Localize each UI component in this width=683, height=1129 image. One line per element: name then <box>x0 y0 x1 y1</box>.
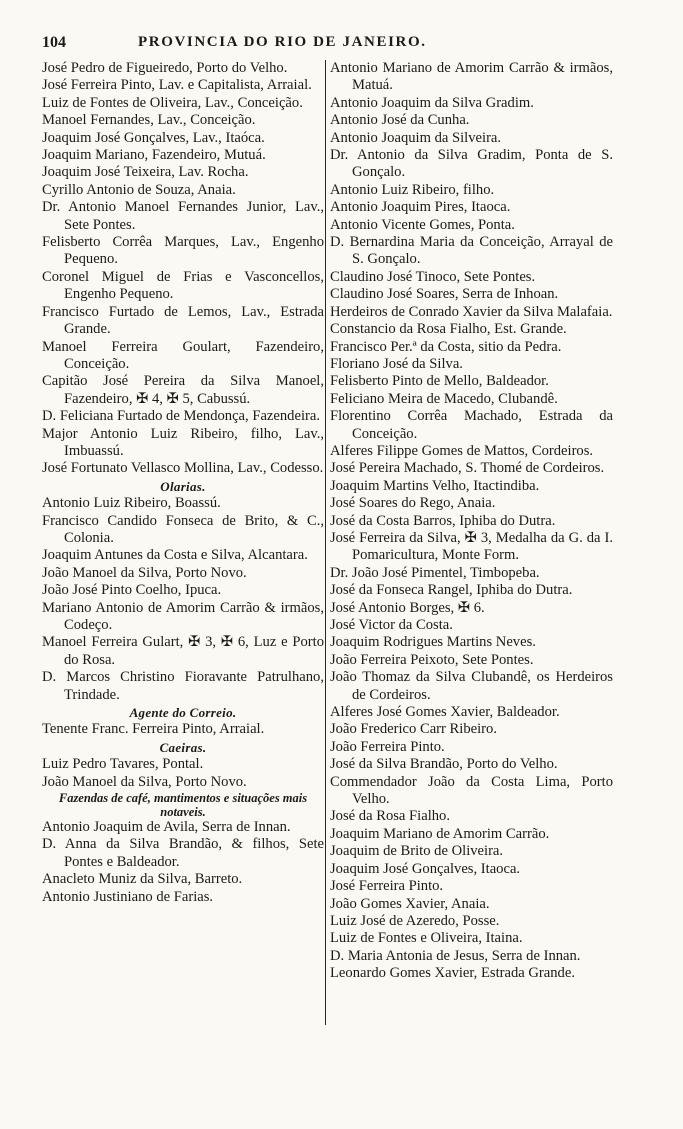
directory-entry: Luiz de Fontes de Oliveira, Lav., Conceição. <box>42 94 303 111</box>
column-divider <box>325 60 326 1025</box>
directory-entry: Joaquim José Teixeira, Lav. Rocha. <box>42 164 249 181</box>
directory-entry: Joaquim José Gonçalves, Lav., Itaóca. <box>42 129 265 146</box>
directory-entry: João José Pinto Coelho, Ipuca. <box>42 582 222 599</box>
directory-entry: Antonio Mariano de Amorim Carrão & irmãos, Matuá. <box>330 60 613 94</box>
directory-entry: Floriano José da Silva. <box>330 355 463 372</box>
directory-entry: D. Feliciana Furtado de Mendonça, Fazendeira. <box>42 408 320 425</box>
right-column <box>330 60 613 983</box>
directory-entry: José Victor da Costa. <box>330 617 453 633</box>
directory-entry: Antonio Luiz Ribeiro, Boassú. <box>42 495 221 512</box>
directory-entry: Dr. Antonio Manoel Fernandes Junior, Lav., Sete Pontes. <box>42 199 324 233</box>
directory-entry: Joaquim José Gonçalves, Itaoca. <box>330 860 521 877</box>
directory-entry: Claudino José Tinoco, Sete Pontes. <box>330 268 536 285</box>
directory-entry: Joaquim Antunes da Costa e Silva, Alcantara. <box>42 547 308 564</box>
directory-entry: D. Bernardina Maria da Conceição, Arrayal de S. Gonçalo. <box>330 234 613 268</box>
directory-entry: José Antonio Borges, ✠ 6. <box>330 599 485 616</box>
directory-entry: Luiz José de Azeredo, Posse. <box>330 912 500 929</box>
directory-entry: Joaquim de Brito de Oliveira. <box>330 843 504 860</box>
directory-entry: Feliciano Meira de Macedo, Clubandê. <box>330 390 558 407</box>
directory-entry: José Pereira Machado, S. Thomé de Cordeiros. <box>330 460 605 477</box>
directory-entry: Dr. Antonio da Silva Gradim, Ponta de S. Gonçalo. <box>330 147 613 181</box>
directory-entry: Antonio Joaquim da Silva Gradim. <box>330 94 534 111</box>
directory-entry: José Ferreira Pinto, Lav. e Capitalista, Arraial. <box>42 77 312 94</box>
directory-entry: João Gomes Xavier, Anaia. <box>330 895 490 912</box>
directory-entry: D. Anna da Silva Brandão, & filhos, Sete Pontes e Baldeador. <box>42 836 324 870</box>
directory-entry: Francisco Candido Fonseca de Brito, & C., Colonia. <box>42 512 324 546</box>
section-heading: Fazendas de café, mantimentos e situações mais notaveis. <box>58 791 308 820</box>
directory-entry: Felisberto Corrêa Marques, Lav., Engenho Pequeno. <box>42 234 324 268</box>
directory-entry: Antonio Joaquim da Silveira. <box>330 129 502 146</box>
directory-entry: Antonio Joaquim Pires, Itaoca. <box>330 199 511 216</box>
directory-entry: Antonio Joaquim de Avila, Serra de Innan. <box>42 819 291 836</box>
directory-entry: Francisco Furtado de Lemos, Lav., Estrada Grande. <box>42 303 324 338</box>
directory-entry: José Ferreira da Silva, ✠ 3, Medalha da G. da I. Pomaricultura, Monte Form. <box>330 529 613 564</box>
directory-entry: Cyrillo Antonio de Souza, Anaia. <box>42 181 236 198</box>
directory-entry: Luiz de Fontes e Oliveira, Itaina. <box>330 930 523 947</box>
directory-entry: Capitão José Pereira da Silva Manoel, Fazendeiro, ✠ 4, ✠ 5, Cabussú. <box>42 373 324 407</box>
directory-entry: João Ferreira Peixoto, Sete Pontes. <box>330 651 534 668</box>
directory-entry: Francisco Per.ª da Costa, sitio da Pedra. <box>330 338 562 355</box>
directory-entry: Luiz Pedro Tavares, Pontal. <box>42 756 204 773</box>
directory-entry: Mariano Antonio de Amorim Carrão & irmãos, Codeço. <box>42 599 324 633</box>
directory-entry: Florentino Corrêa Machado, Estrada da Conceição. <box>330 408 613 442</box>
directory-entry: João Ferreira Pinto. <box>330 738 445 755</box>
directory-entry: José Soares do Rego, Anaia. <box>330 495 496 512</box>
directory-entry: João Manoel da Silva, Porto Novo. <box>42 773 247 790</box>
directory-entry: Manoel Ferreira Gulart, ✠ 3, ✠ 6, Luz e Porto do Rosa. <box>42 634 324 668</box>
directory-entry: Antonio José da Cunha. <box>330 112 470 129</box>
directory-entry: Herdeiros de Conrado Xavier da Silva Malafaia. <box>330 303 613 320</box>
section-heading: Agente do Correio. <box>129 705 237 721</box>
directory-entry: Coronel Miguel de Frias e Vasconcellos, Engenho Pequeno. <box>42 268 324 303</box>
page-number: 104 <box>42 34 66 51</box>
directory-entry: José da Costa Barros, Iphiba do Dutra. <box>330 512 556 529</box>
directory-entry: Antonio Vicente Gomes, Ponta. <box>330 216 515 233</box>
directory-entry: Alferes José Gomes Xavier, Baldeador. <box>330 704 560 721</box>
directory-entry: Joaquim Rodrigues Martins Neves. <box>330 634 536 651</box>
directory-entry: Dr. João José Pimentel, Timbopeba. <box>330 564 540 581</box>
section-heading: Olarias. <box>160 478 206 494</box>
directory-entry: Joaquim Mariano, Fazendeiro, Mutuá. <box>42 147 266 164</box>
directory-entry: Claudino José Soares, Serra de Inhoan. <box>330 286 559 303</box>
directory-entry: José Ferreira Pinto. <box>330 878 444 895</box>
section-heading: Caeiras. <box>159 739 207 755</box>
directory-entry: Antonio Justiniano de Farias. <box>42 888 214 905</box>
running-title: PROVINCIA DO RIO DE JANEIRO. <box>138 34 427 50</box>
directory-entry: Antonio Luiz Ribeiro, filho. <box>330 181 495 198</box>
directory-entry: Joaquim Martins Velho, Itactindiba. <box>330 477 540 494</box>
directory-entry: D. Maria Antonia de Jesus, Serra de Innan. <box>330 947 581 964</box>
directory-entry: Felisberto Pinto de Mello, Baldeador. <box>330 373 549 390</box>
left-column <box>42 60 324 906</box>
directory-entry: Alferes Filippe Gomes de Mattos, Cordeiros. <box>330 442 594 459</box>
directory-entry: Commendador João da Costa Lima, Porto Velho. <box>330 773 613 808</box>
directory-entry: José da Rosa Fialho. <box>330 808 450 825</box>
directory-entry: José Pedro de Figueiredo, Porto do Velho. <box>42 60 288 76</box>
directory-entry: José da Fonseca Rangel, Iphiba do Dutra. <box>330 582 573 599</box>
directory-entry: João Thomaz da Silva Clubandê, os Herdeiros de Cordeiros. <box>330 669 613 703</box>
directory-entry: José da Silva Brandão, Porto do Velho. <box>330 756 558 773</box>
directory-entry: Tenente Franc. Ferreira Pinto, Arraial. <box>42 721 265 738</box>
page-header <box>42 34 602 54</box>
directory-entry: João Frederico Carr Ribeiro. <box>330 721 497 738</box>
directory-entry: Manoel Ferreira Goulart, Fazendeiro, Conceição. <box>42 338 324 372</box>
directory-entry: Leonardo Gomes Xavier, Estrada Grande. <box>330 965 575 982</box>
directory-entry: Major Antonio Luiz Ribeiro, filho, Lav., Imbuassú. <box>42 425 324 459</box>
directory-entry: Manoel Fernandes, Lav., Conceição. <box>42 112 256 129</box>
directory-entry: Joaquim Mariano de Amorim Carrão. <box>330 825 550 842</box>
directory-entry: Constancio da Rosa Fialho, Est. Grande. <box>330 321 567 338</box>
directory-entry: D. Marcos Christino Fioravante Patrulhano, Trindade. <box>42 669 324 703</box>
directory-entry: José Fortunato Vellasco Mollina, Lav., Codesso. <box>42 460 324 477</box>
directory-entry: Anacleto Muniz da Silva, Barreto. <box>42 871 243 888</box>
directory-entry: João Manoel da Silva, Porto Novo. <box>42 564 247 581</box>
